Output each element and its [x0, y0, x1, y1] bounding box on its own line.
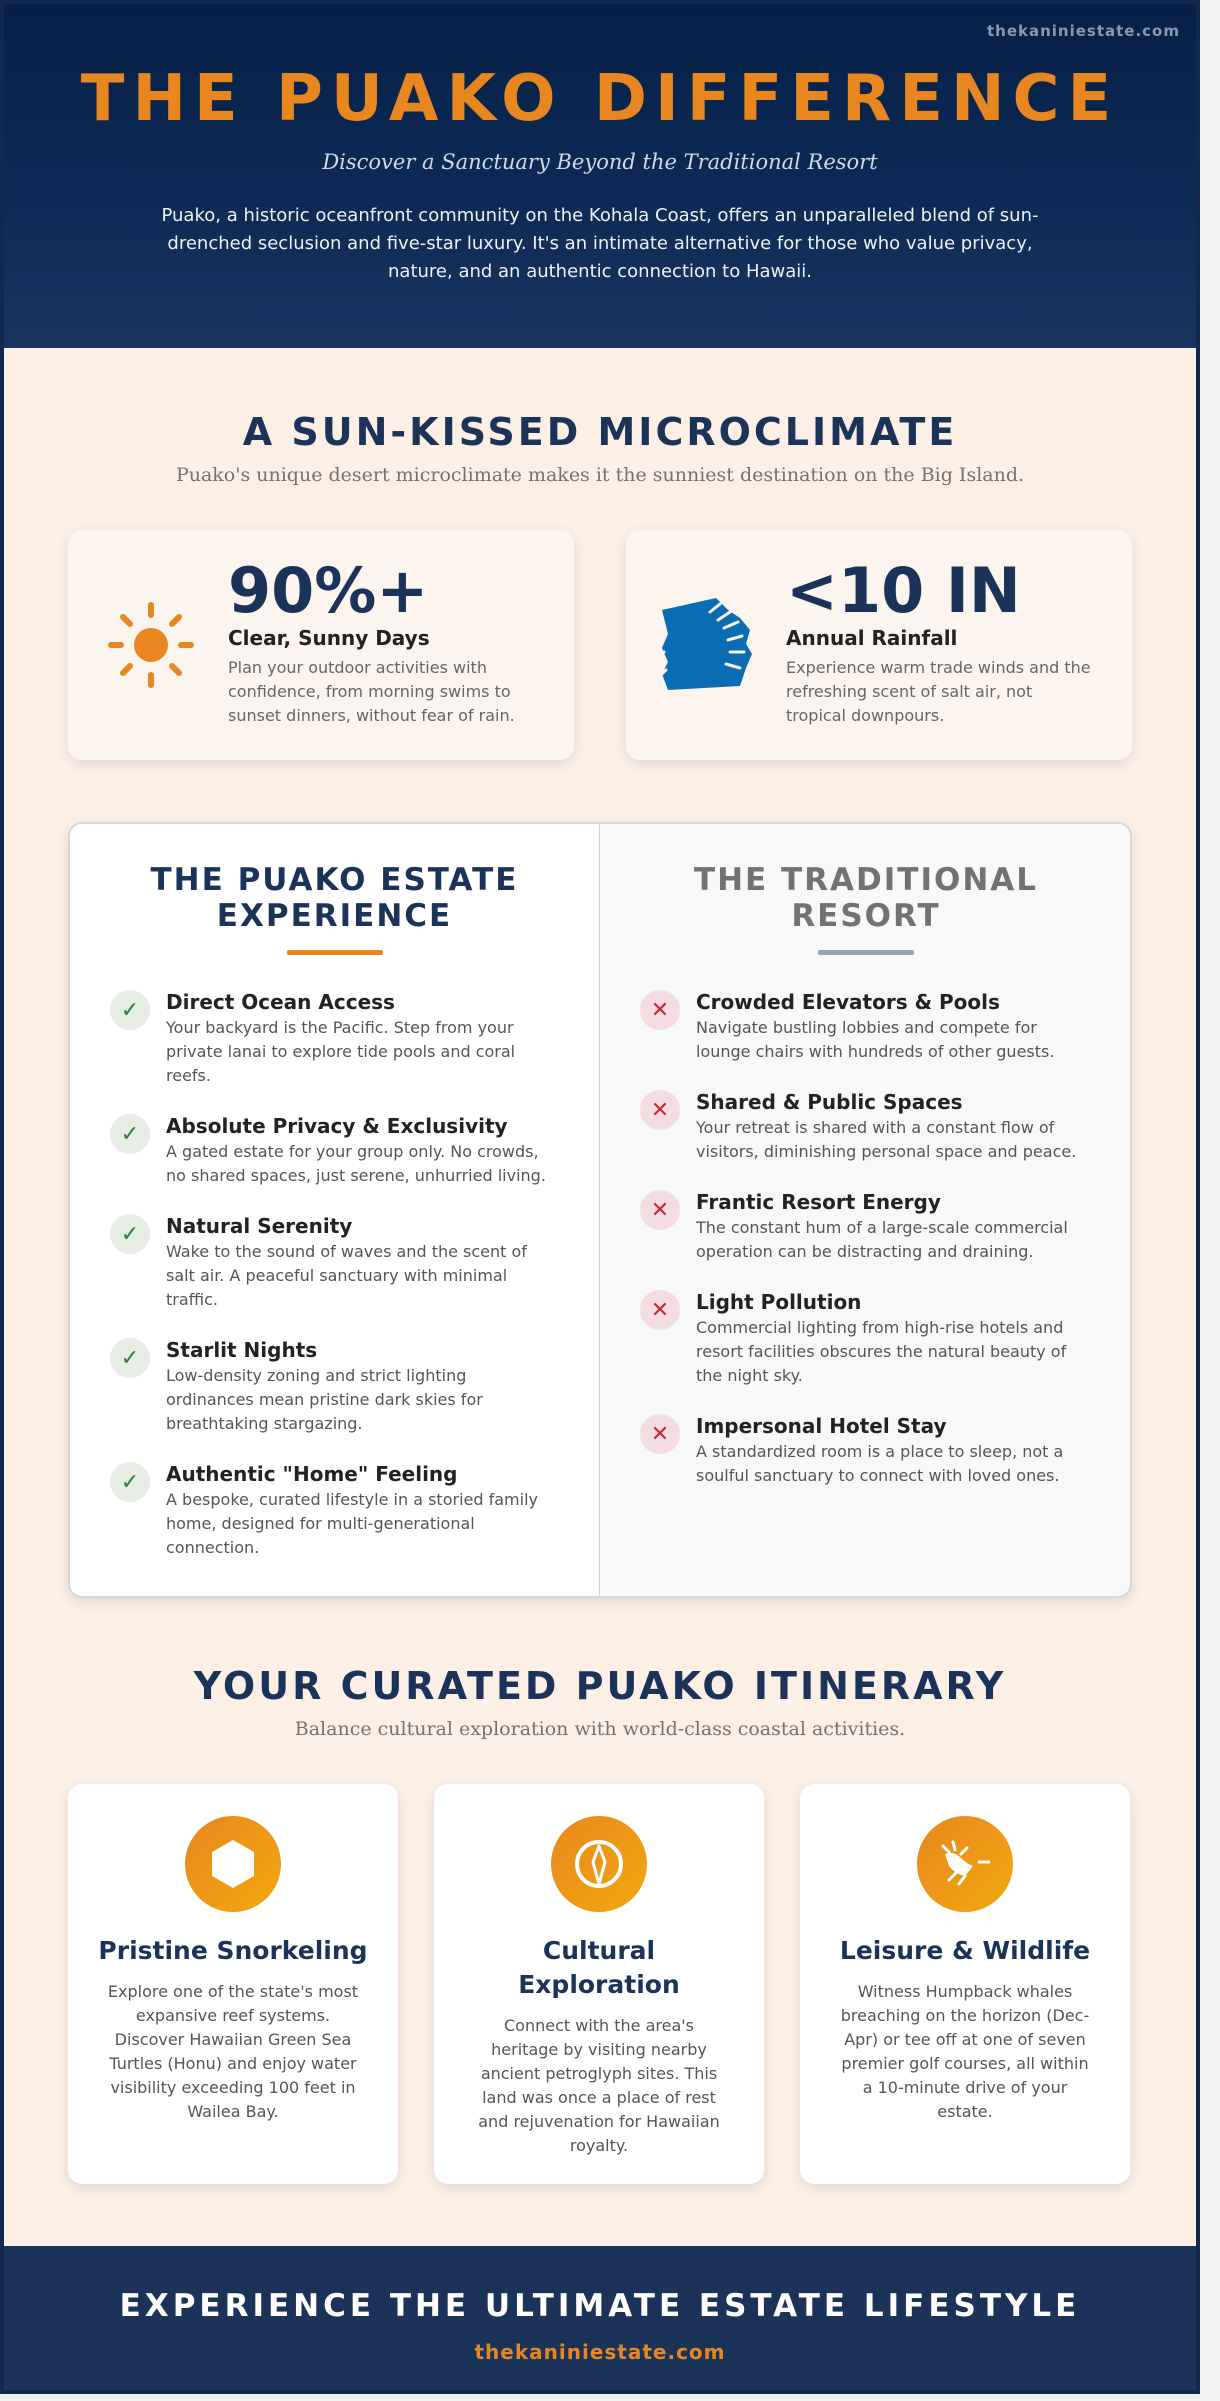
card-title: Pristine Snorkeling	[98, 1936, 368, 1965]
item-title: Natural Serenity	[166, 1214, 353, 1238]
item-title: Impersonal Hotel Stay	[696, 1414, 947, 1438]
rain-icon	[654, 592, 758, 696]
item-desc: A standardized room is a place to sleep, not a soulful sanctuary to connect with loved ones.	[696, 1442, 1064, 1485]
item-desc: Low-density zoning and strict lighting ordinances mean pristine dark skies for breathtaking stargazing.	[166, 1366, 483, 1433]
site-link[interactable]: thekaniniestate.com	[986, 22, 1180, 40]
title-underline	[818, 950, 914, 955]
tagline: Discover a Sanctuary Beyond the Traditional Resort	[322, 150, 878, 174]
item-desc: A bespoke, curated lifestyle in a storied family home, designed for multi-generational connection.	[166, 1490, 538, 1557]
item-title: Crowded Elevators & Pools	[696, 990, 1000, 1014]
title-line: RESORT	[791, 898, 941, 934]
check-icon: ✓	[110, 1214, 150, 1254]
compass-icon	[551, 1816, 647, 1912]
card-title: Leisure & Wildlife	[839, 1936, 1091, 1965]
sun-icon	[106, 600, 196, 690]
item-desc: The constant hum of a large-scale commercial operation can be distracting and draining.	[696, 1218, 1068, 1261]
item-title: Absolute Privacy & Exclusivity	[166, 1114, 508, 1138]
stat-label: Annual Rainfall	[786, 626, 958, 650]
itinerary-card-snorkeling	[68, 1784, 398, 2184]
hexagon-icon	[185, 1816, 281, 1912]
check-icon: ✓	[110, 1462, 150, 1502]
cross-icon: ✕	[640, 1290, 680, 1330]
item-title: Shared & Public Spaces	[696, 1090, 963, 1114]
stat-desc: Experience warm trade winds and the refreshing scent of salt air, not tropical downpours.	[786, 658, 1091, 725]
comparison-panel	[68, 822, 1132, 1598]
stat-label: Clear, Sunny Days	[228, 626, 430, 650]
hero-header	[4, 4, 1196, 348]
page-title: THE PUAKO DIFFERENCE	[80, 62, 1120, 136]
title-line: THE PUAKO ESTATE	[150, 862, 519, 898]
intro-text: Puako, a historic oceanfront community on the Kohala Coast, offers an unparalleled blend of sun-drenched seclusion and five-star luxury. It's an intimate alternative for those who value privacy, nature, and an authentic connection to Hawaii.	[161, 205, 1039, 282]
item-desc: Commercial lighting from high-rise hotels and resort facilities obscures the natural beauty of the night sky.	[696, 1318, 1067, 1385]
footer-link[interactable]: thekaniniestate.com	[474, 2340, 726, 2364]
cross-icon: ✕	[640, 990, 680, 1030]
puako-column	[70, 824, 600, 1596]
item-title: Direct Ocean Access	[166, 990, 395, 1014]
title-underline	[287, 950, 383, 955]
item-desc: Your retreat is shared with a constant flow of visitors, diminishing personal space and peace.	[696, 1118, 1077, 1161]
cross-icon: ✕	[640, 1090, 680, 1130]
card-desc: Witness Humpback whales breaching on the horizon (Dec-Apr) or tee off at one of seven premier golf courses, all within a 10-minute drive of your estate.	[840, 1982, 1090, 2121]
stat-desc: Plan your outdoor activities with confidence, from morning swims to sunset dinners, without fear of rain.	[228, 658, 515, 725]
title-line: Exploration	[518, 1970, 680, 1999]
card-title	[454, 1934, 744, 2002]
card-desc: Connect with the area's heritage by visiting nearby ancient petroglyph sites. This land was once a place of rest and rejuvenation for Hawaiian royalty.	[478, 2016, 720, 2155]
itinerary-card-leisure	[800, 1784, 1130, 2184]
whale-icon	[917, 1816, 1013, 1912]
item-title: Authentic "Home" Feeling	[166, 1462, 458, 1486]
footer	[4, 2246, 1196, 2394]
climate-title: A SUN-KISSED MICROCLIMATE	[242, 410, 958, 454]
puako-column-title	[90, 862, 579, 934]
card-desc: Explore one of the state's most expansive reef systems. Discover Hawaiian Green Sea Turtles (Honu) and enjoy water visibility exceeding 100 feet in Wailea Bay.	[107, 1982, 359, 2121]
cross-icon: ✕	[640, 1414, 680, 1454]
stat-card-rainfall	[626, 530, 1132, 760]
footer-title: EXPERIENCE THE ULTIMATE ESTATE LIFESTYLE	[119, 2288, 1081, 2324]
cross-icon: ✕	[640, 1190, 680, 1230]
item-desc: A gated estate for your group only. No crowds, no shared spaces, just serene, unhurried living.	[166, 1142, 546, 1185]
check-icon: ✓	[110, 990, 150, 1030]
item-desc: Navigate bustling lobbies and compete for lounge chairs with hundreds of other guests.	[696, 1018, 1055, 1061]
title-line: EXPERIENCE	[216, 898, 453, 934]
itinerary-card-cultural	[434, 1784, 764, 2184]
traditional-column-title	[620, 862, 1112, 934]
stat-value: <10 IN	[786, 554, 1021, 627]
climate-subtitle: Puako's unique desert microclimate makes it the sunniest destination on the Big Island.	[175, 464, 1025, 486]
title-line: Cultural	[542, 1936, 656, 1965]
check-icon: ✓	[110, 1338, 150, 1378]
stat-value: 90%+	[228, 554, 429, 627]
item-desc: Wake to the sound of waves and the scent of salt air. A peaceful sanctuary with minimal traffic.	[166, 1242, 527, 1309]
check-icon: ✓	[110, 1114, 150, 1154]
itinerary-subtitle: Balance cultural exploration with world-class coastal activities.	[294, 1718, 906, 1740]
itinerary-title: YOUR CURATED PUAKO ITINERARY	[193, 1664, 1007, 1708]
stat-card-sunny	[68, 530, 574, 760]
item-title: Starlit Nights	[166, 1338, 318, 1362]
item-title: Light Pollution	[696, 1290, 862, 1314]
item-desc: Your backyard is the Pacific. Step from your private lanai to explore tide pools and coral reefs.	[166, 1018, 516, 1085]
item-title: Frantic Resort Energy	[696, 1190, 941, 1214]
traditional-column	[600, 824, 1132, 1596]
title-line: THE TRADITIONAL	[693, 862, 1039, 898]
